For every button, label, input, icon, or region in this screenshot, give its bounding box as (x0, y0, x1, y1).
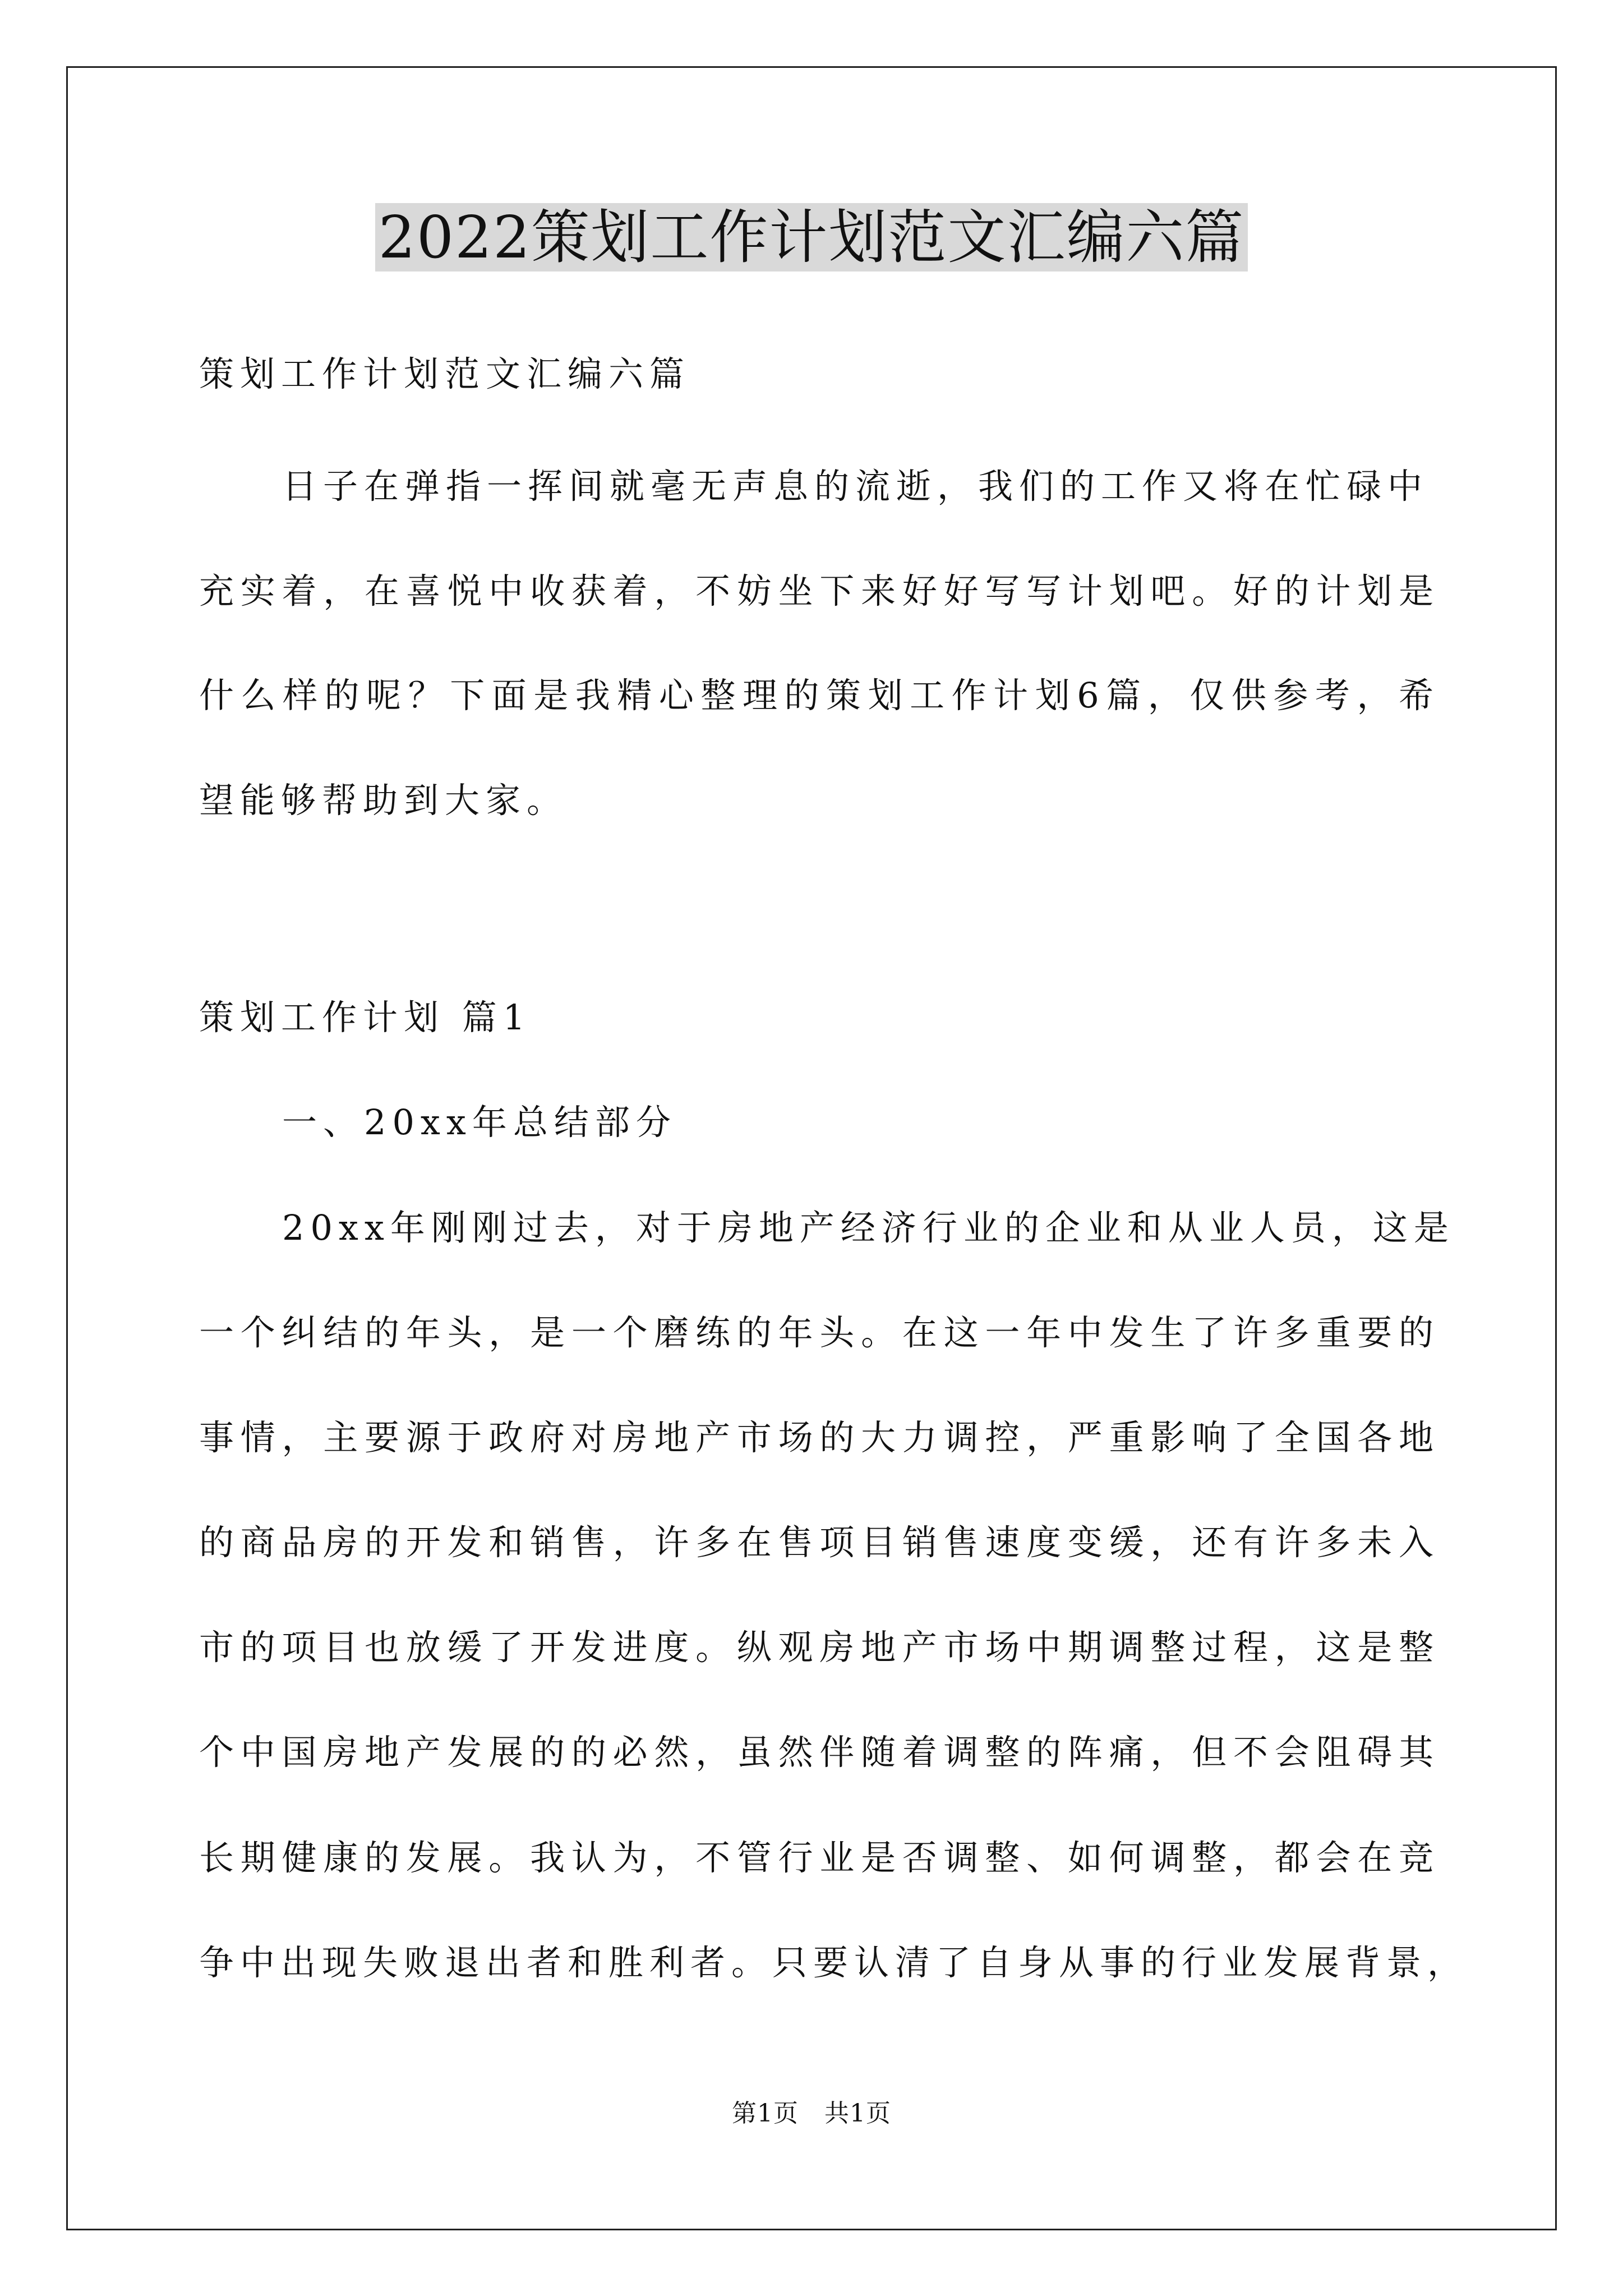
page-footer (0, 2097, 1623, 2131)
body-line-6: 个中国房地产发展的的必然，虽然伴随着调整的阵痛，但不会阻碍其 (199, 1732, 1440, 1773)
page-total: 共1页 (824, 2099, 891, 2128)
document-subtitle: 策划工作计划范文汇编六篇 (199, 353, 691, 394)
intro-line-4: 望能够帮助到大家。 (199, 780, 568, 821)
body-line-2: 一个纠结的年头，是一个磨练的年头。在这一年中发生了许多重要的 (199, 1312, 1440, 1353)
document-title (0, 201, 1623, 274)
body-line-3: 事情，主要源于政府对房地产市场的大力调控，严重影响了全国各地 (199, 1417, 1440, 1458)
body-line-4: 的商品房的开发和销售，许多在售项目销售速度变缓，还有许多未入 (199, 1522, 1440, 1563)
section-heading: 策划工作计划 篇1 (199, 997, 532, 1038)
intro-line-1: 日子在弹指一挥间就毫无声息的流逝，我们的工作又将在忙碌中 (282, 466, 1429, 507)
body-line-8: 争中出现失败退出者和胜利者。只要认清了自身从事的行业发展背景， (199, 1942, 1469, 1983)
section-subheading: 一、20xx年总结部分 (282, 1102, 677, 1143)
intro-line-3: 什么样的呢？下面是我精心整理的策划工作计划6篇，仅供参考，希 (199, 675, 1440, 716)
page-number: 第1页 (732, 2099, 799, 2128)
body-line-1: 20xx年刚刚过去，对于房地产经济行业的企业和从业人员，这是 (282, 1207, 1455, 1248)
document-title-text: 2022策划工作计划范文汇编六篇 (375, 203, 1248, 272)
body-line-7: 长期健康的发展。我认为，不管行业是否调整、如何调整，都会在竞 (199, 1837, 1440, 1878)
intro-line-2: 充实着，在喜悦中收获着，不妨坐下来好好写写计划吧。好的计划是 (199, 570, 1440, 611)
body-line-5: 市的项目也放缓了开发进度。纵观房地产市场中期调整过程，这是整 (199, 1627, 1440, 1668)
